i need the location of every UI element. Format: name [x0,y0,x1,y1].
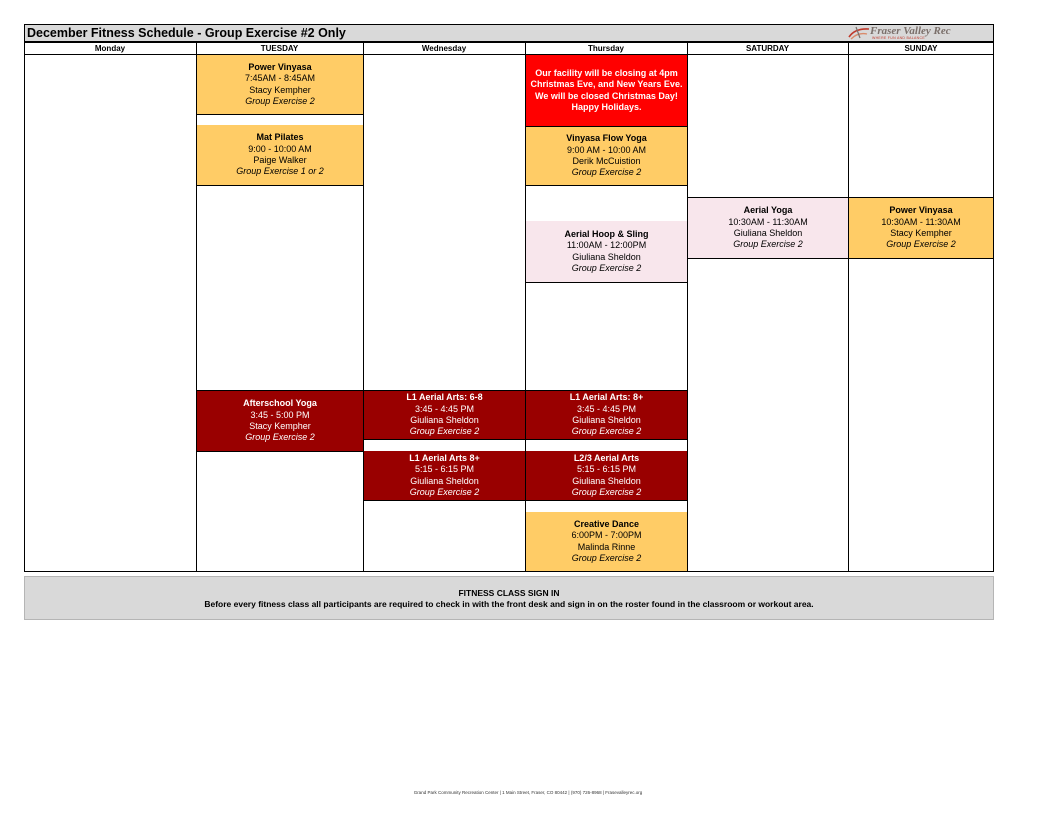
class-block-tue-power-vinyasa [196,55,364,115]
class-instructor: Giuliana Sheldon [733,228,803,238]
class-block-tue-afterschool-yoga [196,390,364,452]
notice-line: We will be closed Christmas Day! [535,90,678,101]
class-instructor: Stacy Kempher [249,421,311,431]
class-location: Group Exercise 2 [409,426,480,437]
class-instructor: Giuliana Sheldon [572,415,641,425]
sign-in-title: FITNESS CLASS SIGN IN [458,588,560,598]
class-name: L2/3 Aerial Arts [573,452,640,463]
class-instructor: Paige Walker [253,155,307,165]
class-time: 10:30AM - 11:30AM [728,216,808,227]
class-location: Group Exercise 2 [571,167,642,178]
class-block-thu-l1-aerial-8plus [525,390,688,440]
class-block-sat-aerial-yoga [687,197,849,259]
class-block-thu-aerial-hoop [525,221,688,283]
class-time: 9:00 AM - 10:00 AM [566,144,647,155]
class-name: Power Vinyasa [889,205,953,216]
day-header-sunday: SUNDAY [904,44,938,53]
class-instructor: Stacy Kempher [890,228,952,238]
column-divider [848,42,849,572]
class-location: Group Exercise 2 [571,262,642,273]
class-time: 6:00PM - 7:00PM [571,530,642,541]
class-location: Group Exercise 2 [886,239,956,250]
class-name: Mat Pilates [256,132,304,143]
class-instructor: Giuliana Sheldon [572,475,641,486]
notice-line: Christmas Eve, and New Years Eve. [530,79,683,90]
day-header-wednesday: Wednesday [421,44,467,53]
class-name: Aerial Hoop & Sling [564,228,649,239]
class-block-thu-creative-dance [525,512,688,572]
page-title: December Fitness Schedule - Group Exercise #2 Only [27,26,346,40]
class-name: Creative Dance [573,518,640,529]
class-time: 10:30AM - 11:30AM [881,216,961,227]
sign-in-notice [24,576,994,620]
logo-text: Fraser Valley Rec [870,25,951,37]
class-block-thu-l23-aerial [525,451,688,501]
class-name: L1 Aerial Arts: 6-8 [406,392,483,403]
empty-slot [525,185,688,222]
day-header-thursday: Thursday [587,44,624,53]
class-time: 11:00AM - 12:00PM [566,240,647,251]
class-location: Group Exercise 2 [245,432,315,443]
class-time: 7:45AM - 8:45AM [244,73,316,84]
fraser-valley-rec-logo [846,24,991,42]
footer-contact: Grand Park Community Recreation Center | 1 Main Street, Fraser, CO 80442 | (970) 726-8968 | Frasevalleyrec.org [413,790,643,795]
class-location: Group Exercise 2 [571,486,642,497]
notice-line: Our facility will be closing at 4pm [535,67,678,78]
class-instructor: Giuliana Sheldon [410,415,479,425]
class-instructor: Giuliana Sheldon [410,475,479,486]
class-time: 9:00 - 10:00 AM [248,143,312,154]
class-instructor: Stacy Kempher [249,84,311,95]
class-name: Power Vinyasa [248,61,312,72]
class-block-thu-vinyasa-flow [525,126,688,186]
class-instructor: Giuliana Sheldon [572,251,641,262]
notice-line: Happy Holidays. [571,101,642,112]
class-location: Group Exercise 2 [733,239,803,250]
class-block-wed-l1-aerial-6-8 [363,390,526,440]
day-header-saturday: SATURDAY [745,44,790,53]
class-block-tue-mat-pilates [196,125,364,186]
class-block-sun-power-vinyasa [848,197,994,259]
logo-tagline: WHERE FUN AND BALANCE [872,36,925,40]
class-location: Group Exercise 2 [571,552,642,563]
class-time: 3:45 - 4:45 PM [414,403,475,414]
logo-mark-icon [848,25,870,41]
class-block-wed-l1-aerial-8plus [363,451,526,501]
holiday-closure-notice [525,55,688,127]
class-name: L1 Aerial Arts: 8+ [569,392,644,403]
class-location: Group Exercise 2 [245,95,315,106]
class-name: Afterschool Yoga [243,398,317,409]
sign-in-text: Before every fitness class all participants are required to check in with the front desk and sign in on the roster found in the classroom or workout area. [204,599,814,609]
class-time: 3:45 - 5:00 PM [250,409,310,420]
class-name: Vinyasa Flow Yoga [566,133,647,144]
day-header-tuesday: TUESDAY [260,44,299,53]
class-location: Group Exercise 2 [409,486,480,497]
class-instructor: Derik McCuistion [572,156,641,166]
class-time: 3:45 - 4:45 PM [576,403,637,414]
class-time: 5:15 - 6:15 PM [414,464,475,475]
class-location: Group Exercise 2 [571,426,642,437]
class-location: Group Exercise 1 or 2 [236,166,324,177]
class-name: Aerial Yoga [743,205,793,216]
class-time: 5:15 - 6:15 PM [576,464,637,475]
class-name: L1 Aerial Arts 8+ [409,452,480,463]
class-instructor: Malinda Rinne [577,541,636,552]
day-header-monday: Monday [94,44,126,53]
